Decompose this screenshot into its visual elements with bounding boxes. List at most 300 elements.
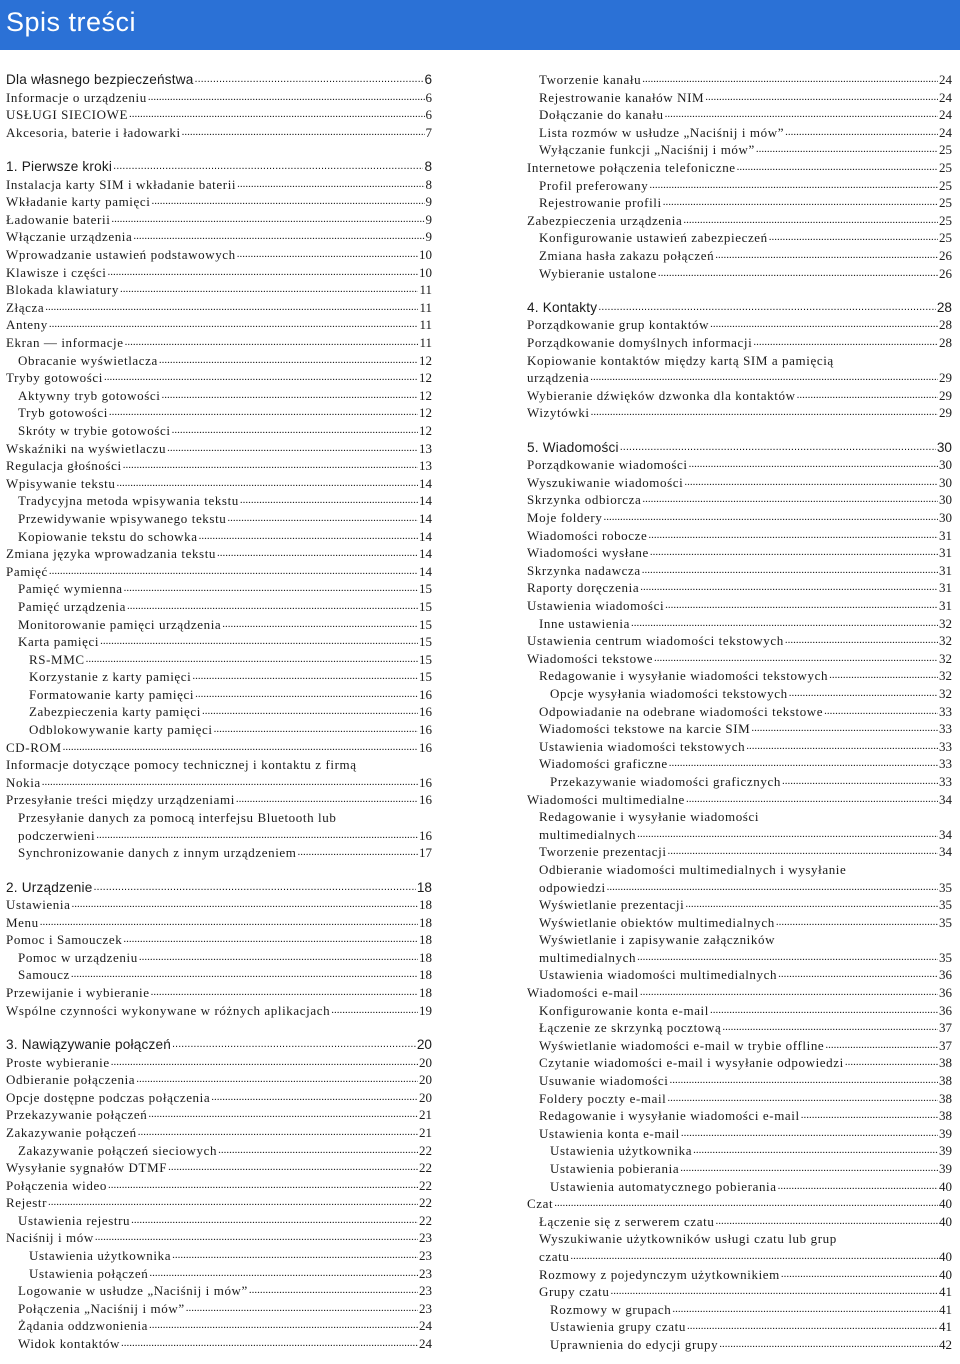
toc-entry-page: 16	[419, 827, 432, 843]
dot-leader	[40, 914, 418, 932]
toc-entry-title: Ustawienia wiadomości multimedialnych	[539, 967, 778, 983]
toc-entry[interactable]	[527, 579, 952, 597]
toc-entry-page: 25	[939, 195, 952, 211]
toc-entry-title: Porządkowanie domyślnych informacji	[527, 335, 753, 350]
toc-entry[interactable]	[6, 703, 432, 721]
toc-entry[interactable]	[6, 528, 432, 546]
toc-entry[interactable]	[6, 369, 432, 387]
toc-entry[interactable]	[6, 545, 432, 563]
toc-entry[interactable]	[6, 931, 432, 949]
toc-entry[interactable]	[527, 1178, 952, 1196]
toc-entry-page: 38	[939, 1055, 952, 1071]
toc-entry[interactable]	[527, 247, 952, 265]
toc-entry[interactable]	[6, 193, 432, 211]
toc-entry[interactable]	[527, 1318, 952, 1336]
toc-entry-page: 28	[939, 335, 952, 350]
toc-entry-title: Pamięć urządzenia	[18, 598, 127, 614]
toc-entry[interactable]	[6, 1142, 432, 1160]
toc-entry[interactable]	[527, 456, 952, 474]
dot-leader	[111, 211, 424, 229]
toc-entry-page: 30	[939, 457, 952, 473]
dot-leader	[131, 1212, 418, 1230]
dot-leader	[789, 685, 938, 703]
toc-entry[interactable]	[6, 89, 432, 107]
toc-entry[interactable]	[527, 615, 952, 633]
toc-entry-page: 8	[424, 159, 432, 175]
toc-entry-title: Odbieranie połączenia	[6, 1072, 136, 1088]
dot-leader	[607, 879, 938, 897]
dot-leader	[705, 89, 938, 107]
toc-chapter-heading[interactable]	[6, 71, 432, 89]
toc-entry-title: Redagowanie i wysyłanie wiadomości	[539, 809, 760, 825]
toc-entry[interactable]	[527, 738, 952, 756]
toc-entry[interactable]	[6, 1002, 432, 1020]
toc-entry-page: 41	[939, 1319, 952, 1335]
dot-leader	[684, 474, 938, 492]
toc-entry[interactable]	[6, 264, 432, 282]
toc-entry-title: Blokada klawiatury	[6, 282, 119, 298]
toc-entry-page: 26	[939, 247, 952, 263]
toc-entry[interactable]	[527, 808, 952, 826]
toc-entry[interactable]	[527, 316, 952, 334]
toc-entry[interactable]	[527, 194, 952, 212]
toc-entry[interactable]	[527, 685, 952, 703]
toc-entry-title: Zabezpieczenia urządzenia	[527, 212, 683, 228]
toc-entry[interactable]	[6, 949, 432, 967]
toc-entry-title: Redagowanie i wysyłanie wiadomości e-mail	[539, 1108, 800, 1124]
toc-entry-page: 18	[419, 914, 432, 930]
toc-chapter-heading[interactable]	[6, 1036, 432, 1054]
toc-entry-title: Wpisywanie tekstu	[6, 475, 116, 491]
dot-leader	[776, 914, 938, 932]
toc-entry[interactable]	[527, 562, 952, 580]
toc-entry[interactable]	[527, 703, 952, 721]
toc-entry-page: 8	[425, 176, 432, 192]
toc-entry-title: Przewijanie i wybieranie	[6, 985, 150, 1001]
toc-entry-continuation[interactable]	[527, 826, 952, 844]
toc-entry-page: 36	[939, 985, 952, 1001]
toc-entry-title: Przesyłanie treści między urządzeniami	[6, 792, 235, 808]
toc-entry-title: Ustawienia	[6, 897, 71, 913]
toc-entry[interactable]	[6, 1212, 432, 1230]
toc-entry[interactable]	[6, 739, 432, 757]
dot-leader	[218, 1142, 418, 1160]
dot-leader	[199, 528, 418, 546]
toc-entry-title: Wizytówki	[527, 405, 590, 421]
toc-entry-title: USŁUGI SIECIOWE	[6, 107, 129, 123]
toc-entry[interactable]	[6, 651, 432, 669]
toc-entry-title: RS-MMC	[29, 651, 85, 667]
dot-leader	[104, 369, 418, 387]
toc-entry[interactable]	[527, 861, 952, 879]
toc-entry[interactable]	[527, 141, 952, 159]
dot-leader	[159, 352, 418, 370]
toc-entry[interactable]	[6, 457, 432, 475]
toc-entry-continuation[interactable]	[6, 827, 432, 845]
toc-entry[interactable]	[527, 984, 952, 1002]
toc-entry[interactable]	[527, 1142, 952, 1160]
toc-entry[interactable]	[6, 580, 432, 598]
dot-leader	[591, 404, 938, 422]
dot-leader	[124, 580, 418, 598]
toc-entry[interactable]	[6, 1054, 432, 1072]
dot-leader	[95, 1229, 418, 1247]
toc-entry[interactable]	[527, 1301, 952, 1319]
toc-entry[interactable]	[527, 1002, 952, 1020]
dot-leader	[222, 616, 418, 634]
toc-entry-page: 14	[419, 563, 432, 579]
toc-entry-page: 33	[939, 738, 952, 754]
dot-leader	[642, 71, 938, 89]
toc-entry-page: 31	[939, 580, 952, 596]
toc-entry-title: Łączenie ze skrzynką pocztową	[539, 1020, 722, 1036]
toc-entry-title: Korzystanie z karty pamięci	[29, 669, 192, 685]
toc-entry[interactable]	[6, 1317, 432, 1335]
toc-entry[interactable]	[6, 616, 432, 634]
dot-leader	[249, 1282, 418, 1300]
dot-leader	[167, 440, 418, 458]
toc-entry[interactable]	[527, 896, 952, 914]
toc-entry-page: 15	[419, 669, 432, 685]
toc-entry[interactable]	[527, 1107, 952, 1125]
toc-entry[interactable]	[6, 984, 432, 1002]
toc-entry[interactable]	[6, 510, 432, 528]
toc-entry[interactable]	[6, 1300, 432, 1318]
toc-entry[interactable]	[6, 1124, 432, 1142]
toc-entry[interactable]	[527, 212, 952, 230]
dot-leader	[139, 949, 418, 967]
toc-entry-continuation[interactable]	[527, 879, 952, 897]
toc-entry[interactable]	[527, 667, 952, 685]
toc-left-column	[6, 71, 432, 1353]
toc-entry-title: Wyłączanie funkcji „Naciśnij i mów”	[539, 142, 755, 158]
dot-leader	[637, 826, 938, 844]
toc-chapter-heading[interactable]	[527, 299, 952, 317]
toc-entry-title: Wyszukiwanie wiadomości	[527, 474, 684, 490]
toc-entry[interactable]	[527, 966, 952, 984]
toc-entry[interactable]	[527, 1037, 952, 1055]
toc-entry-title: Przewidywanie wpisywanego tekstu	[18, 510, 227, 526]
toc-entry-title: Łączenie się z serwerem czatu	[539, 1213, 715, 1229]
toc-right-column	[527, 71, 952, 1354]
toc-entry[interactable]	[527, 527, 952, 545]
toc-entry[interactable]	[6, 281, 432, 299]
toc-entry-title: Wysyłanie sygnałów DTMF	[6, 1160, 168, 1176]
toc-entry-title: Tryby gotowości	[6, 370, 104, 386]
toc-entry[interactable]	[6, 475, 432, 493]
toc-entry-continuation[interactable]	[527, 949, 952, 967]
toc-entry[interactable]	[6, 966, 432, 984]
toc-entry[interactable]	[527, 1266, 952, 1284]
toc-entry[interactable]	[6, 211, 432, 229]
toc-entry-page: 20	[419, 1089, 432, 1105]
dot-leader	[785, 124, 938, 142]
toc-entry[interactable]	[6, 598, 432, 616]
dot-leader	[186, 1300, 418, 1318]
toc-entry-page: 35	[939, 897, 952, 913]
toc-entry[interactable]	[6, 686, 432, 704]
toc-entry-title: Anteny	[6, 317, 48, 333]
toc-entry-page: 23	[419, 1283, 432, 1299]
dot-leader	[151, 984, 418, 1002]
toc-entry[interactable]	[6, 106, 432, 124]
toc-entry[interactable]	[527, 491, 952, 509]
dot-leader	[161, 387, 418, 405]
toc-entry[interactable]	[6, 492, 432, 510]
dot-leader	[151, 193, 424, 211]
toc-entry-title: Żądania oddzwonienia	[18, 1318, 149, 1334]
toc-entry[interactable]	[527, 124, 952, 142]
toc-entry-page: 30	[936, 439, 952, 455]
toc-entry-page: 34	[939, 791, 952, 807]
toc-entry[interactable]	[527, 773, 952, 791]
toc-entry-page: 18	[419, 949, 432, 965]
toc-entry-title: Grupy czatu	[539, 1284, 610, 1300]
toc-entry[interactable]	[527, 352, 952, 370]
toc-entry-title: Ustawienia rejestru	[18, 1212, 131, 1228]
toc-entry-continuation[interactable]	[527, 369, 952, 387]
toc-entry[interactable]	[6, 1247, 432, 1265]
toc-entry-page: 14	[419, 475, 432, 491]
toc-entry-page: 18	[416, 879, 432, 895]
dot-leader	[746, 738, 938, 756]
toc-entry-title: Skróty w trybie gotowości	[18, 422, 171, 438]
toc-entry[interactable]	[527, 229, 952, 247]
toc-entry-title: Tworzenie kanału	[539, 72, 642, 87]
toc-entry[interactable]	[527, 1019, 952, 1037]
toc-entry-title-continued: urządzenia	[527, 370, 590, 386]
toc-entry[interactable]	[6, 228, 432, 246]
toc-entry-title-continued: multimedialnych	[539, 949, 637, 965]
toc-entry[interactable]	[527, 177, 952, 195]
toc-chapter-heading[interactable]	[527, 439, 952, 457]
toc-entry[interactable]	[6, 1106, 432, 1124]
toc-entry[interactable]	[6, 176, 432, 194]
toc-entry[interactable]	[527, 1195, 952, 1213]
toc-entry[interactable]	[527, 720, 952, 738]
toc-entry-title: Odpowiadanie na odebrane wiadomości tekstowe	[539, 703, 824, 719]
toc-entry[interactable]	[527, 843, 952, 861]
toc-entry[interactable]	[6, 440, 432, 458]
dot-leader	[685, 896, 938, 914]
toc-entry-page: 14	[419, 493, 432, 509]
toc-entry-title-continued: Nokia	[6, 774, 41, 790]
dot-leader	[668, 843, 938, 861]
toc-entry-title: Uprawnienia do edycji grupy	[550, 1336, 719, 1352]
toc-entry-page: 11	[419, 335, 432, 350]
toc-entry-title: Zmiana języka wprowadzania tekstu	[6, 546, 217, 562]
toc-entry[interactable]	[527, 387, 952, 405]
toc-entry[interactable]	[6, 387, 432, 405]
toc-entry[interactable]	[6, 1177, 432, 1195]
toc-entry[interactable]	[6, 896, 432, 914]
toc-entry[interactable]	[6, 1071, 432, 1089]
toc-entry-page: 35	[939, 879, 952, 895]
toc-entry-title: Ustawienia wiadomości	[527, 598, 665, 613]
toc-entry-page: 37	[939, 1037, 952, 1053]
dot-leader	[133, 228, 424, 246]
toc-entry[interactable]	[527, 1125, 952, 1143]
toc-entry[interactable]	[527, 474, 952, 492]
toc-entry-page: 22	[419, 1195, 432, 1211]
dot-leader	[603, 509, 938, 527]
toc-entry-page: 25	[939, 159, 952, 175]
toc-entry-page: 16	[419, 686, 432, 702]
toc-entry[interactable]	[6, 791, 432, 809]
toc-entry[interactable]	[527, 650, 952, 668]
toc-entry-continuation[interactable]	[6, 774, 432, 792]
toc-entry-title: Pamięć wymienna	[18, 581, 123, 597]
toc-entry[interactable]	[6, 914, 432, 932]
dot-leader	[217, 545, 418, 563]
toc-entry-page: 23	[419, 1230, 432, 1246]
toc-entry-continuation[interactable]	[527, 1248, 952, 1266]
toc-entry[interactable]	[527, 1213, 952, 1231]
toc-entry[interactable]	[6, 1229, 432, 1247]
toc-entry-page: 18	[419, 932, 432, 948]
toc-entry[interactable]	[527, 334, 952, 352]
toc-entry-page: 31	[939, 527, 952, 543]
dot-leader	[642, 491, 938, 509]
toc-entry-title: Formatowanie karty pamięci	[29, 686, 195, 702]
toc-entry[interactable]	[6, 633, 432, 651]
toc-entry-page: 25	[939, 212, 952, 228]
toc-entry-title: Redagowanie i wysyłanie wiadomości tekstowych	[539, 668, 829, 684]
toc-entry[interactable]	[6, 563, 432, 581]
dot-leader	[123, 457, 418, 475]
dot-leader	[715, 1213, 938, 1231]
dot-leader	[48, 1194, 418, 1212]
toc-entry-page: 40	[939, 1266, 952, 1282]
toc-entry[interactable]	[6, 1335, 432, 1353]
toc-entry-page: 6	[425, 89, 432, 105]
toc-entry-page: 15	[419, 598, 432, 614]
toc-entry-title: Zabezpieczenia karty pamięci	[29, 704, 201, 720]
toc-entry-page: 25	[939, 230, 952, 246]
toc-chapter-heading[interactable]	[6, 879, 432, 897]
toc-entry[interactable]	[527, 71, 952, 89]
toc-entry[interactable]	[6, 1194, 432, 1212]
toc-entry[interactable]	[6, 316, 432, 334]
toc-entry[interactable]	[6, 844, 432, 862]
toc-entry[interactable]	[527, 1160, 952, 1178]
dot-leader	[195, 71, 424, 89]
dot-leader	[778, 1178, 938, 1196]
dot-leader	[138, 1124, 418, 1142]
toc-entry-title: Informacje dotyczące pomocy technicznej i kontaktu z firmą	[6, 757, 357, 773]
toc-entry[interactable]	[527, 1230, 952, 1248]
toc-entry-title: Instalacja karty SIM i wkładanie baterii	[6, 176, 237, 192]
toc-entry-page: 24	[419, 1318, 432, 1334]
toc-entry-title: Samoucz	[18, 967, 70, 983]
toc-entry[interactable]	[6, 721, 432, 739]
toc-entry[interactable]	[527, 159, 952, 177]
toc-entry-page: 39	[939, 1143, 952, 1159]
toc-entry-title: Ustawienia konta e-mail	[539, 1125, 680, 1141]
dot-leader	[148, 89, 425, 107]
toc-entry-title: Wybieranie ustalone	[539, 265, 657, 281]
toc-entry-page: 16	[419, 739, 432, 755]
toc-entry[interactable]	[527, 106, 952, 124]
toc-entry[interactable]	[6, 809, 432, 827]
toc-entry-title: Raporty doręczenia	[527, 580, 640, 596]
toc-entry-page: 32	[939, 615, 952, 631]
toc-entry[interactable]	[6, 246, 432, 264]
toc-entry-title: Odbieranie wiadomości multimedialnych i wysyłanie	[539, 861, 847, 877]
toc-entry-title: Przesyłanie danych za pomocą interfejsu Bluetooth lub	[18, 810, 337, 826]
toc-entry[interactable]	[6, 334, 432, 352]
toc-entry-page: 20	[416, 1036, 432, 1052]
toc-entry-page: 16	[419, 704, 432, 720]
toc-entry[interactable]	[6, 422, 432, 440]
toc-entry[interactable]	[527, 632, 952, 650]
toc-entry-title: Wiadomości graficzne	[539, 756, 668, 772]
toc-entry[interactable]	[527, 931, 952, 949]
toc-entry[interactable]	[6, 1282, 432, 1300]
dot-leader	[642, 562, 938, 580]
toc-entry-page: 32	[939, 633, 952, 649]
toc-entry-title: Wyświetlanie obiektów multimedialnych	[539, 914, 775, 930]
toc-entry-title: Wskaźniki na wyświetlaczu	[6, 440, 167, 456]
dot-leader	[669, 755, 938, 773]
toc-entry[interactable]	[527, 404, 952, 422]
toc-entry[interactable]	[6, 1089, 432, 1107]
toc-entry[interactable]	[6, 756, 432, 774]
toc-entry[interactable]	[527, 89, 952, 107]
toc-entry[interactable]	[6, 404, 432, 422]
dot-leader	[121, 1335, 418, 1353]
toc-entry-page: 24	[939, 107, 952, 123]
dot-leader	[686, 791, 938, 809]
toc-entry[interactable]	[527, 509, 952, 527]
toc-entry[interactable]	[527, 1072, 952, 1090]
toc-entry-title: Ładowanie baterii	[6, 211, 111, 227]
dot-leader	[127, 598, 418, 616]
toc-entry[interactable]	[6, 668, 432, 686]
toc-entry[interactable]	[6, 124, 432, 142]
toc-entry-title: Porządkowanie wiadomości	[527, 457, 688, 473]
toc-chapter-heading[interactable]	[6, 158, 432, 176]
page-title: Spis treści	[6, 7, 137, 37]
toc-entry-title: Wyszukiwanie użytkowników usługi czatu lub grup	[539, 1231, 837, 1247]
toc-entry[interactable]	[6, 352, 432, 370]
toc-entry-title: Regulacja głośności	[6, 458, 122, 474]
toc-entry[interactable]	[527, 1054, 952, 1072]
toc-entry-title: Internetowe połączenia telefoniczne	[527, 159, 736, 175]
toc-entry-title: Czytanie wiadomości e-mail i wysyłanie odpowiedzi	[539, 1055, 844, 1071]
toc-entry[interactable]	[6, 299, 432, 317]
toc-entry[interactable]	[527, 755, 952, 773]
toc-entry[interactable]	[527, 544, 952, 562]
toc-entry[interactable]	[527, 914, 952, 932]
dot-leader	[109, 404, 418, 422]
dot-leader	[710, 316, 938, 334]
toc-entry-page: 11	[419, 299, 432, 315]
toc-entry[interactable]	[527, 1090, 952, 1108]
toc-entry-page: 40	[939, 1213, 952, 1229]
toc-entry[interactable]	[6, 1159, 432, 1177]
dot-leader	[687, 1318, 938, 1336]
dot-leader	[49, 316, 419, 334]
toc-entry[interactable]	[527, 791, 952, 809]
toc-entry[interactable]	[527, 597, 952, 615]
toc-entry-page: 18	[419, 985, 432, 1001]
dot-leader	[149, 1317, 418, 1335]
toc-entry[interactable]	[527, 1283, 952, 1301]
toc-entry[interactable]	[6, 1265, 432, 1283]
toc-entry[interactable]	[527, 1336, 952, 1354]
toc-entry[interactable]	[527, 265, 952, 283]
